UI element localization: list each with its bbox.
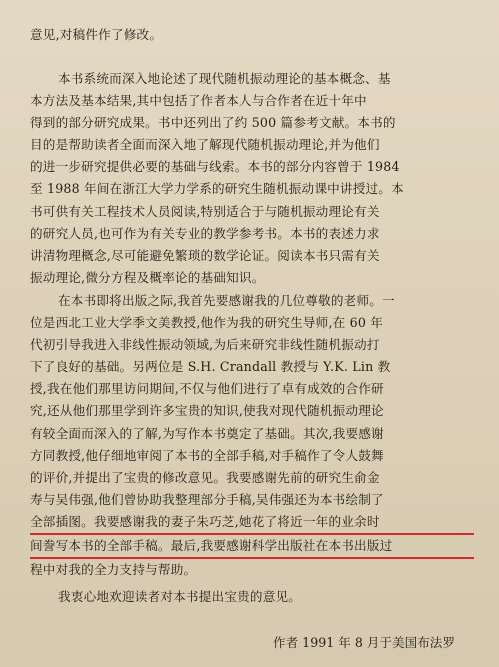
text-line: 方同教授,他仔细地审阅了本书的全部手稿,对手稿作了令人鼓舞 (30, 447, 384, 463)
text-line: 在本书即将出版之际,我首先要感谢我的几位尊敬的老师。一 (58, 293, 395, 308)
text-line: 的进一步研究提供必要的基础与线索。本书的部分内容曾于 1984 (30, 159, 400, 175)
text-line: 意见,对稿件作了修改。 (30, 27, 163, 42)
text-line: 振动理论,微分方程及概率论的基础知识。 (30, 269, 265, 285)
text-line: 位是西北工业大学季文美教授,他作为我的研究生导师,在 60 年 (30, 315, 384, 331)
text-line: 究,还从他们那里学到许多宝贵的知识,使我对现代随机振动理论 (30, 403, 384, 419)
text-line: 下了良好的基础。另两位是 S.H. Crandall 教授与 Y.K. Lin 教 (30, 359, 391, 375)
highlighted-text-line: 间誊写本书的全部手稿。最后,我要感谢科学出版社在本书出版过 (30, 535, 474, 559)
paragraph-3 (30, 586, 474, 608)
text-line: 目的是帮助读者全面而深入地了解现代随机振动理论,并为他们 (30, 137, 380, 153)
text-line: 书可供有关工程技术人员阅读,特别适合于与随机振动理论有关 (30, 203, 380, 219)
text-line: 授,我在他们那里访问期间,不仅与他们进行了卓有成效的合作研 (30, 381, 384, 397)
text-line: 寿与吴伟强,他们曾协助我整理部分手稿,吴伟强还为本书绘制了 (30, 491, 384, 507)
text-line: 讲清物理概念,尽可能避免繁琐的数学论证。阅读本书只需有关 (30, 247, 380, 263)
text-line: 得到的部分研究成果。书中还列出了约 500 篇参考文献。本书的 (30, 115, 396, 131)
text-line: 本方法及基本结果,其中包括了作者本人与合作者在近十年中 (30, 93, 367, 109)
text-line: 代初引导我进入非线性振动领域,为后来研究非线性随机振动打 (30, 337, 380, 353)
text-line: 程中对我的全力支持与帮助。 (30, 562, 197, 578)
text-line: 有较全面而深入的了解,为写作本书奠定了基础。其次,我要感谢 (30, 425, 384, 441)
text-line: 的研究人员,也可作为有关专业的教学参考书。本书的表述力求 (30, 225, 380, 241)
paragraph-1 (30, 68, 474, 289)
text-line: 我衷心地欢迎读者对本书提出宝贵的意见。 (58, 589, 302, 604)
text-line: 的评价,并提出了宝贵的修改意见。我要感谢先前的研究生俞金 (30, 469, 380, 485)
text-line: 本书系统而深入地论述了现代随机振动理论的基本概念、基 (58, 71, 391, 86)
text-line: 至 1988 年间在浙江大学力学系的研究生随机振动课中讲授过。本 (30, 181, 404, 197)
highlighted-text-line: 全部插图。我要感谢我的妻子朱巧芝,她花了将近一年的业余时 (30, 511, 474, 535)
signature-line: 作者 1991 年 8 月于美国布法罗 (272, 635, 455, 650)
paragraph-2 (30, 290, 474, 581)
top-line (30, 24, 474, 46)
